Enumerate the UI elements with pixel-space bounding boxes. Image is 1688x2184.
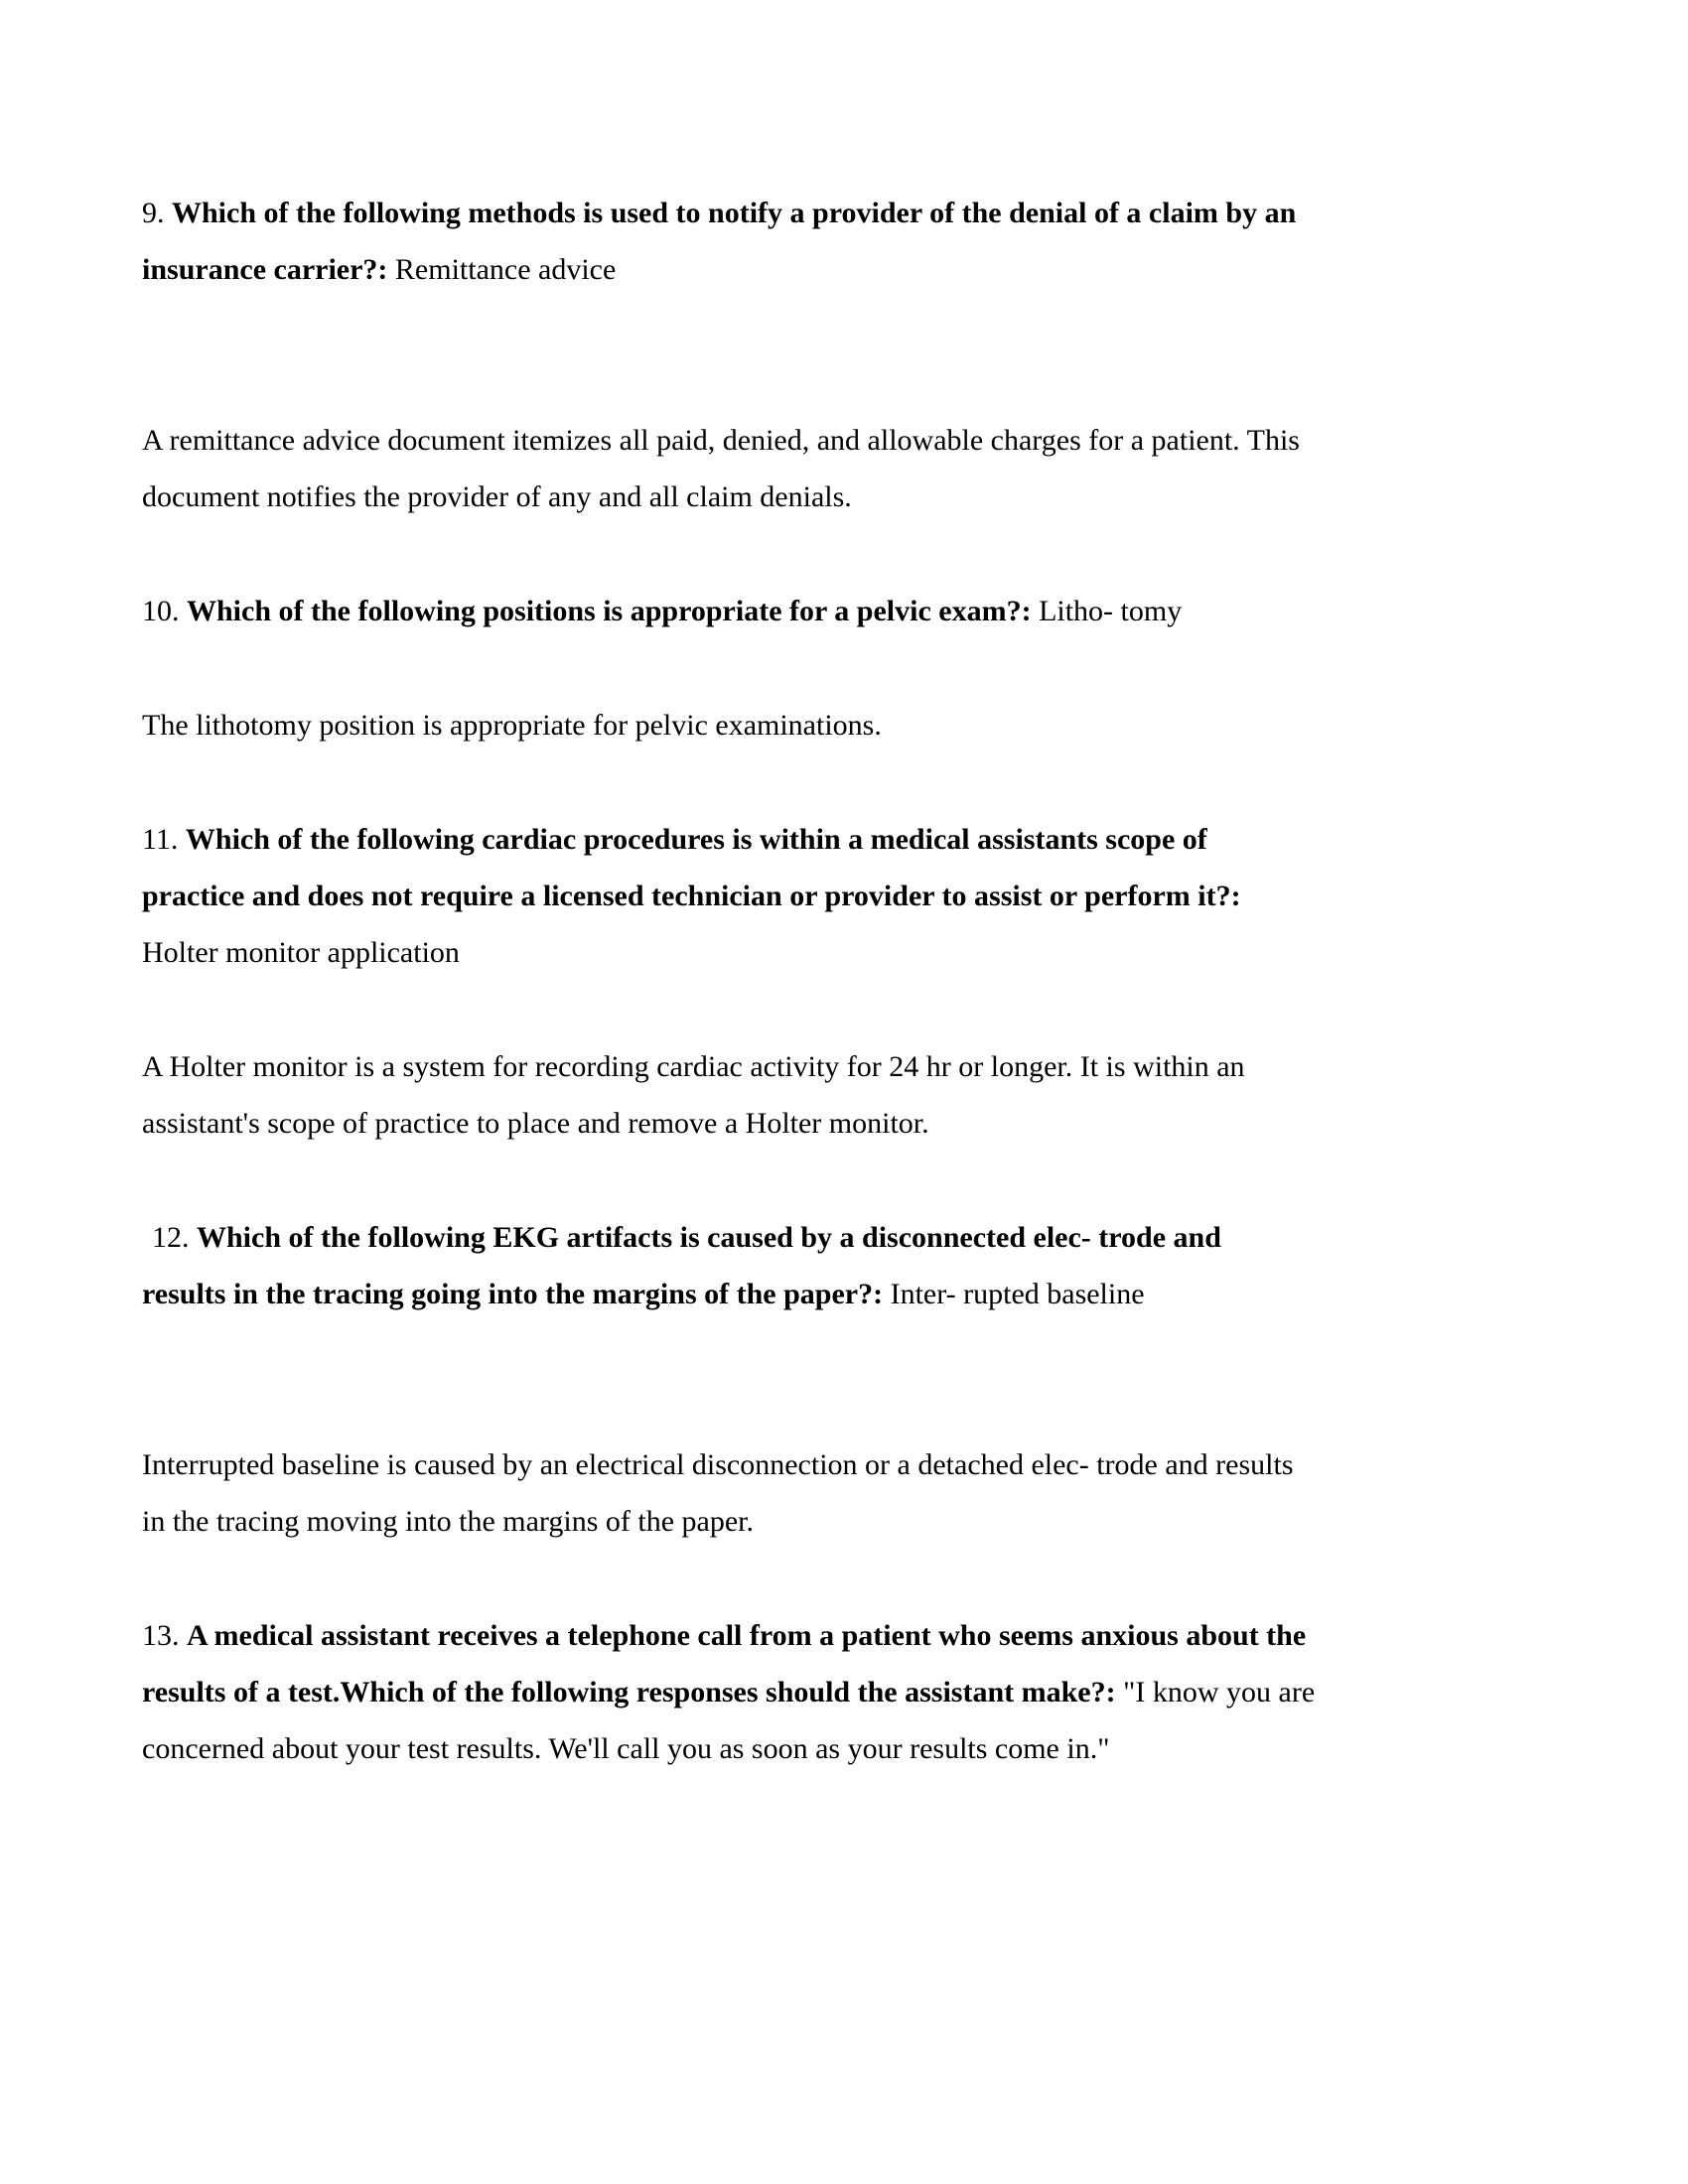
text-line xyxy=(142,197,1296,229)
text-line xyxy=(142,1619,1306,1652)
text-line xyxy=(142,1505,754,1538)
answer-text: Holter monitor application xyxy=(142,936,460,969)
question-text: Which of the following positions is appropriate for a pelvic exam?: xyxy=(187,595,1040,627)
question-number: 9. xyxy=(142,197,172,229)
answer-text: "I know you are xyxy=(1123,1676,1316,1708)
question-block-10 xyxy=(142,583,1599,639)
text-line xyxy=(142,709,882,742)
question-text: Which of the following methods is used to notify a provider of the denial of a claim by an xyxy=(172,197,1297,229)
text-line xyxy=(142,424,1300,457)
explanation-text: in the tracing moving into the margins of the paper. xyxy=(142,1505,754,1538)
text-line xyxy=(142,1278,1145,1310)
answer-text: concerned about your test results. We'll call you as soon as your results come in." xyxy=(142,1732,1110,1765)
question-text: practice and does not require a licensed technician or provider to assist or perform it?: xyxy=(142,880,1241,912)
question-text: results of a test.Which of the following responses should the assistant make?: xyxy=(142,1676,1124,1708)
text-line xyxy=(142,1676,1315,1708)
question-number: 12. xyxy=(152,1221,197,1254)
question-block-12 xyxy=(142,1209,1599,1322)
question-number: 13. xyxy=(142,1619,187,1652)
question-text: A medical assistant receives a telephone call from a patient who seems anxious about the xyxy=(187,1619,1307,1652)
text-line xyxy=(142,1221,1221,1254)
text-line xyxy=(142,1050,1245,1083)
question-number: 10. xyxy=(142,595,187,627)
question-number: 11. xyxy=(142,823,186,856)
explanation-block-9 xyxy=(142,412,1599,525)
text-line xyxy=(142,480,852,513)
question-text: Which of the following EKG artifacts is caused by a disconnected elec- trode and xyxy=(197,1221,1221,1254)
explanation-text: assistant's scope of practice to place and remove a Holter monitor. xyxy=(142,1107,929,1140)
text-line xyxy=(142,823,1207,856)
explanation-block-11 xyxy=(142,1038,1599,1152)
answer-text: Remittance advice xyxy=(394,253,617,286)
text-line xyxy=(142,1732,1109,1765)
text-line xyxy=(142,880,1241,912)
question-text: insurance carrier?: xyxy=(142,253,395,286)
answer-text: Litho- tomy xyxy=(1039,595,1183,627)
text-line xyxy=(142,1448,1294,1481)
question-block-11 xyxy=(142,811,1599,981)
question-text: Which of the following cardiac procedures is within a medical assistants scope of xyxy=(185,823,1207,856)
explanation-text: A remittance advice document itemizes all paid, denied, and allowable charges for a patient. This xyxy=(142,424,1300,457)
text-line xyxy=(142,1107,929,1140)
text-line xyxy=(142,936,460,969)
question-text: results in the tracing going into the margins of the paper?: xyxy=(142,1278,891,1310)
question-block-13 xyxy=(142,1607,1599,1777)
explanation-block-10 xyxy=(142,697,1599,753)
question-block-9 xyxy=(142,185,1599,298)
explanation-text: The lithotomy position is appropriate for pelvic examinations. xyxy=(142,709,882,742)
answer-text: Inter- rupted baseline xyxy=(890,1278,1145,1310)
explanation-text: Interrupted baseline is caused by an electrical disconnection or a detached elec- trode and results xyxy=(142,1448,1294,1481)
text-line xyxy=(142,253,616,286)
text-line xyxy=(142,595,1182,627)
explanation-block-12 xyxy=(142,1436,1599,1550)
explanation-text: A Holter monitor is a system for recording cardiac activity for 24 hr or longer. It is within an xyxy=(142,1050,1245,1083)
explanation-text: document notifies the provider of any and all claim denials. xyxy=(142,480,852,513)
